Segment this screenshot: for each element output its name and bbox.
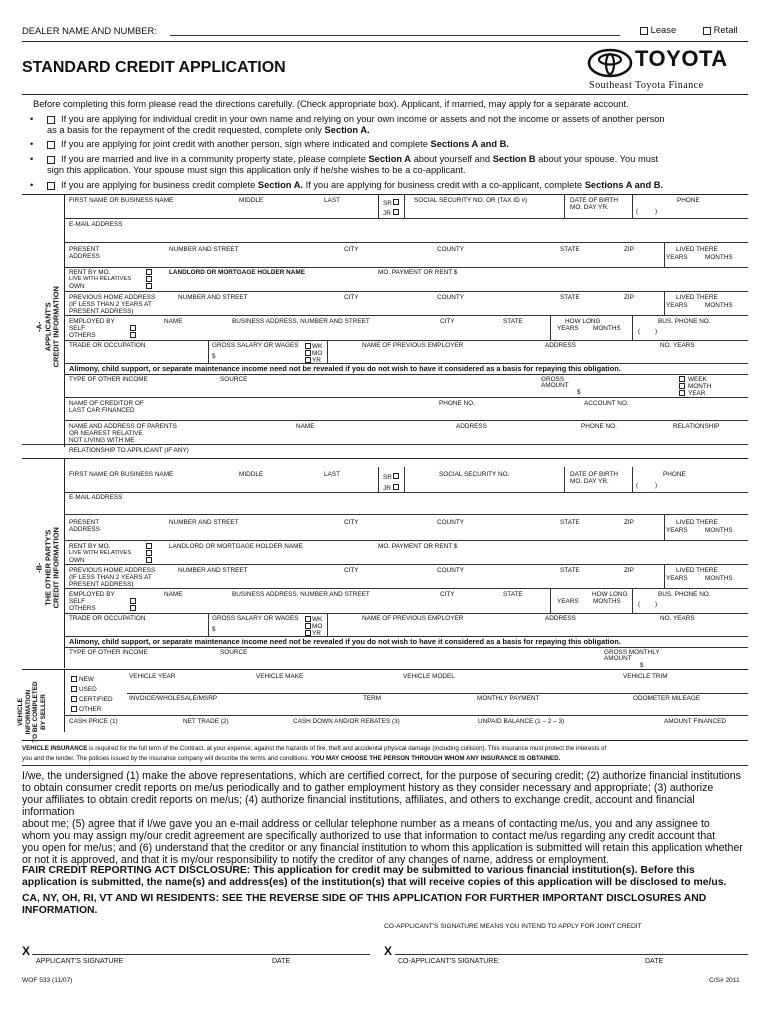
retail-option[interactable]: Retail xyxy=(703,24,738,35)
vehicle-new-option[interactable]: NEW xyxy=(71,676,94,683)
email-label: E-MAIL ADDRESS xyxy=(69,221,123,228)
b-self-employed-checkbox[interactable] xyxy=(130,598,136,604)
intro-lead: Before completing this form please read the directions carefully. (Check appropriate box). Applicant, if married, may apply for a separate account. xyxy=(33,99,629,109)
co-applicant-signature-line[interactable] xyxy=(395,954,748,955)
section-a-side-label: -A- APPLICANT'S CREDIT INFORMATION xyxy=(34,286,61,368)
dealer-field[interactable] xyxy=(170,35,620,36)
alimony-notice: Alimony, child support, or separate maintenance income need not be revealed if you do not wish to have it considered as a basis for repaying this obligation. xyxy=(69,364,621,373)
b-own-checkbox[interactable] xyxy=(146,557,152,563)
toyota-logo xyxy=(587,46,747,94)
header-rule xyxy=(22,41,748,42)
lease-checkbox[interactable] xyxy=(640,27,648,35)
section-a-side-rule xyxy=(64,194,65,447)
vehicle-side-rule xyxy=(64,669,65,732)
b-salary-monthly-checkbox[interactable] xyxy=(305,623,311,629)
form-code: C/S# 2011 xyxy=(709,977,740,984)
section-a-top-rule xyxy=(22,194,748,195)
brand-name: TOYOTA xyxy=(635,46,728,71)
jr-checkbox[interactable] xyxy=(393,209,399,215)
employed-by-others-checkbox[interactable] xyxy=(130,332,136,338)
section-b-side-label: -B- THE OTHER PARTY'S CREDIT INFORMATION xyxy=(34,527,61,609)
vehicle-used-checkbox[interactable] xyxy=(71,686,77,692)
retail-checkbox[interactable] xyxy=(703,27,711,35)
vehicle-other-checkbox[interactable] xyxy=(71,706,77,712)
vehicle-certified-option[interactable]: CERTIFIED xyxy=(71,696,113,703)
insurance-notice: VEHICLE INSURANCE is required for the full term of the Contract, at your expense, against the hazards of fire, theft and accidental physical damage (including collision). This insurance must protect the interests of you and the lender. The policies issued by the insurance company will describe the terms and conditions. YOU MAY CHOOSE THE PERSON THROUGH WHOM ANY INSURANCE IS OBTAINED. xyxy=(22,745,607,762)
vehicle-side-label: VEHICLE INFORMATION TO BE COMPLETED BY SELLER xyxy=(17,681,47,743)
business-credit-checkbox[interactable] xyxy=(47,182,55,190)
vehicle-new-checkbox[interactable] xyxy=(71,676,77,682)
lease-option[interactable]: Lease xyxy=(640,24,676,35)
co-applicant-x-mark: X xyxy=(384,944,393,958)
toyota-emblem-icon xyxy=(587,48,633,78)
self-employed-checkbox[interactable] xyxy=(130,325,136,331)
b-jr-checkbox[interactable] xyxy=(393,484,399,490)
b-salary-weekly-checkbox[interactable] xyxy=(305,616,311,622)
applicant-x-mark: X xyxy=(22,944,31,958)
applicant-signature-line[interactable] xyxy=(32,954,370,955)
b-rent-checkbox[interactable] xyxy=(146,543,152,549)
agreement-text: I/we, the undersigned (1) make the above representations, which are certified correct, for the purpose of securing credit; (2) authorize financial institutions to obtain consumer credit reports on me/us periodically and to gather employment history as they consider necessary and appropriate; (3) authorize your affiliates to obtain credit reports on me/us; (4) authorize financial institutions, affiliates, and others to exchange credit, account and financial information about me; (5) agree that if I/we gave you an e-mail address or cellular telephone number as a means of contacting me/us, you and any assignee to whom you may assign my/our credit agreement are specifically authorized to use that information to contact me/us regarding any credit account that you open for me/us; and (6) understand that the creditor or any financial institution to whom this application is submitted will retain this application whether or not it is approved, and that it is my/our responsibility to notify the creditor of any changes of name, address or employment. xyxy=(22,770,743,866)
b-employed-by-others-checkbox[interactable] xyxy=(130,605,136,611)
live-relatives-checkbox[interactable] xyxy=(146,276,152,282)
co-applicant-note: CO-APPLICANT'S SIGNATURE MEANS YOU INTEND TO APPLY FOR JOINT CREDIT xyxy=(384,923,642,930)
b-alimony-notice: Alimony, child support, or separate maintenance income need not be revealed if you do not wish to have it considered as a basis for repaying this obligation. xyxy=(69,637,621,646)
income-year-checkbox[interactable] xyxy=(679,390,685,396)
form-number: WOF 533 (11/07) xyxy=(22,977,73,984)
b-sr-checkbox[interactable] xyxy=(393,473,399,479)
own-checkbox[interactable] xyxy=(146,283,152,289)
salary-weekly-checkbox[interactable] xyxy=(305,343,311,349)
sr-checkbox[interactable] xyxy=(393,199,399,205)
rent-checkbox[interactable] xyxy=(146,269,152,275)
vehicle-certified-checkbox[interactable] xyxy=(71,696,77,702)
b-live-relatives-checkbox[interactable] xyxy=(146,550,152,556)
income-month-checkbox[interactable] xyxy=(679,383,685,389)
vehicle-other-option[interactable]: OTHER xyxy=(71,706,101,713)
brand-subtitle: Southeast Toyota Finance xyxy=(589,80,704,91)
joint-credit-checkbox[interactable] xyxy=(47,141,55,149)
page-title: STANDARD CREDIT APPLICATION xyxy=(22,59,286,76)
income-week-checkbox[interactable] xyxy=(679,376,685,382)
state-disclosure: CA, NY, OH, RI, VT AND WI RESIDENTS: SEE THE REVERSE SIDE OF THIS APPLICATION FOR FURTHER IMPORTANT DISCLOSURES AND INFORMATION. xyxy=(22,893,707,916)
dealer-label: DEALER NAME AND NUMBER: xyxy=(22,25,157,36)
community-property-checkbox[interactable] xyxy=(47,156,55,164)
title-rule xyxy=(22,94,748,95)
individual-credit-checkbox[interactable] xyxy=(47,116,55,124)
vehicle-used-option[interactable]: USED xyxy=(71,686,97,693)
fcra-disclosure: FAIR CREDIT REPORTING ACT DISCLOSURE: This application for credit may be submitted to various financial institution(s). Before this application is submitted, the name(s) and address(es) of the institution(s) that will receive copies of this application will be disclosed to me/us. xyxy=(22,865,727,888)
salary-monthly-checkbox[interactable] xyxy=(305,350,311,356)
